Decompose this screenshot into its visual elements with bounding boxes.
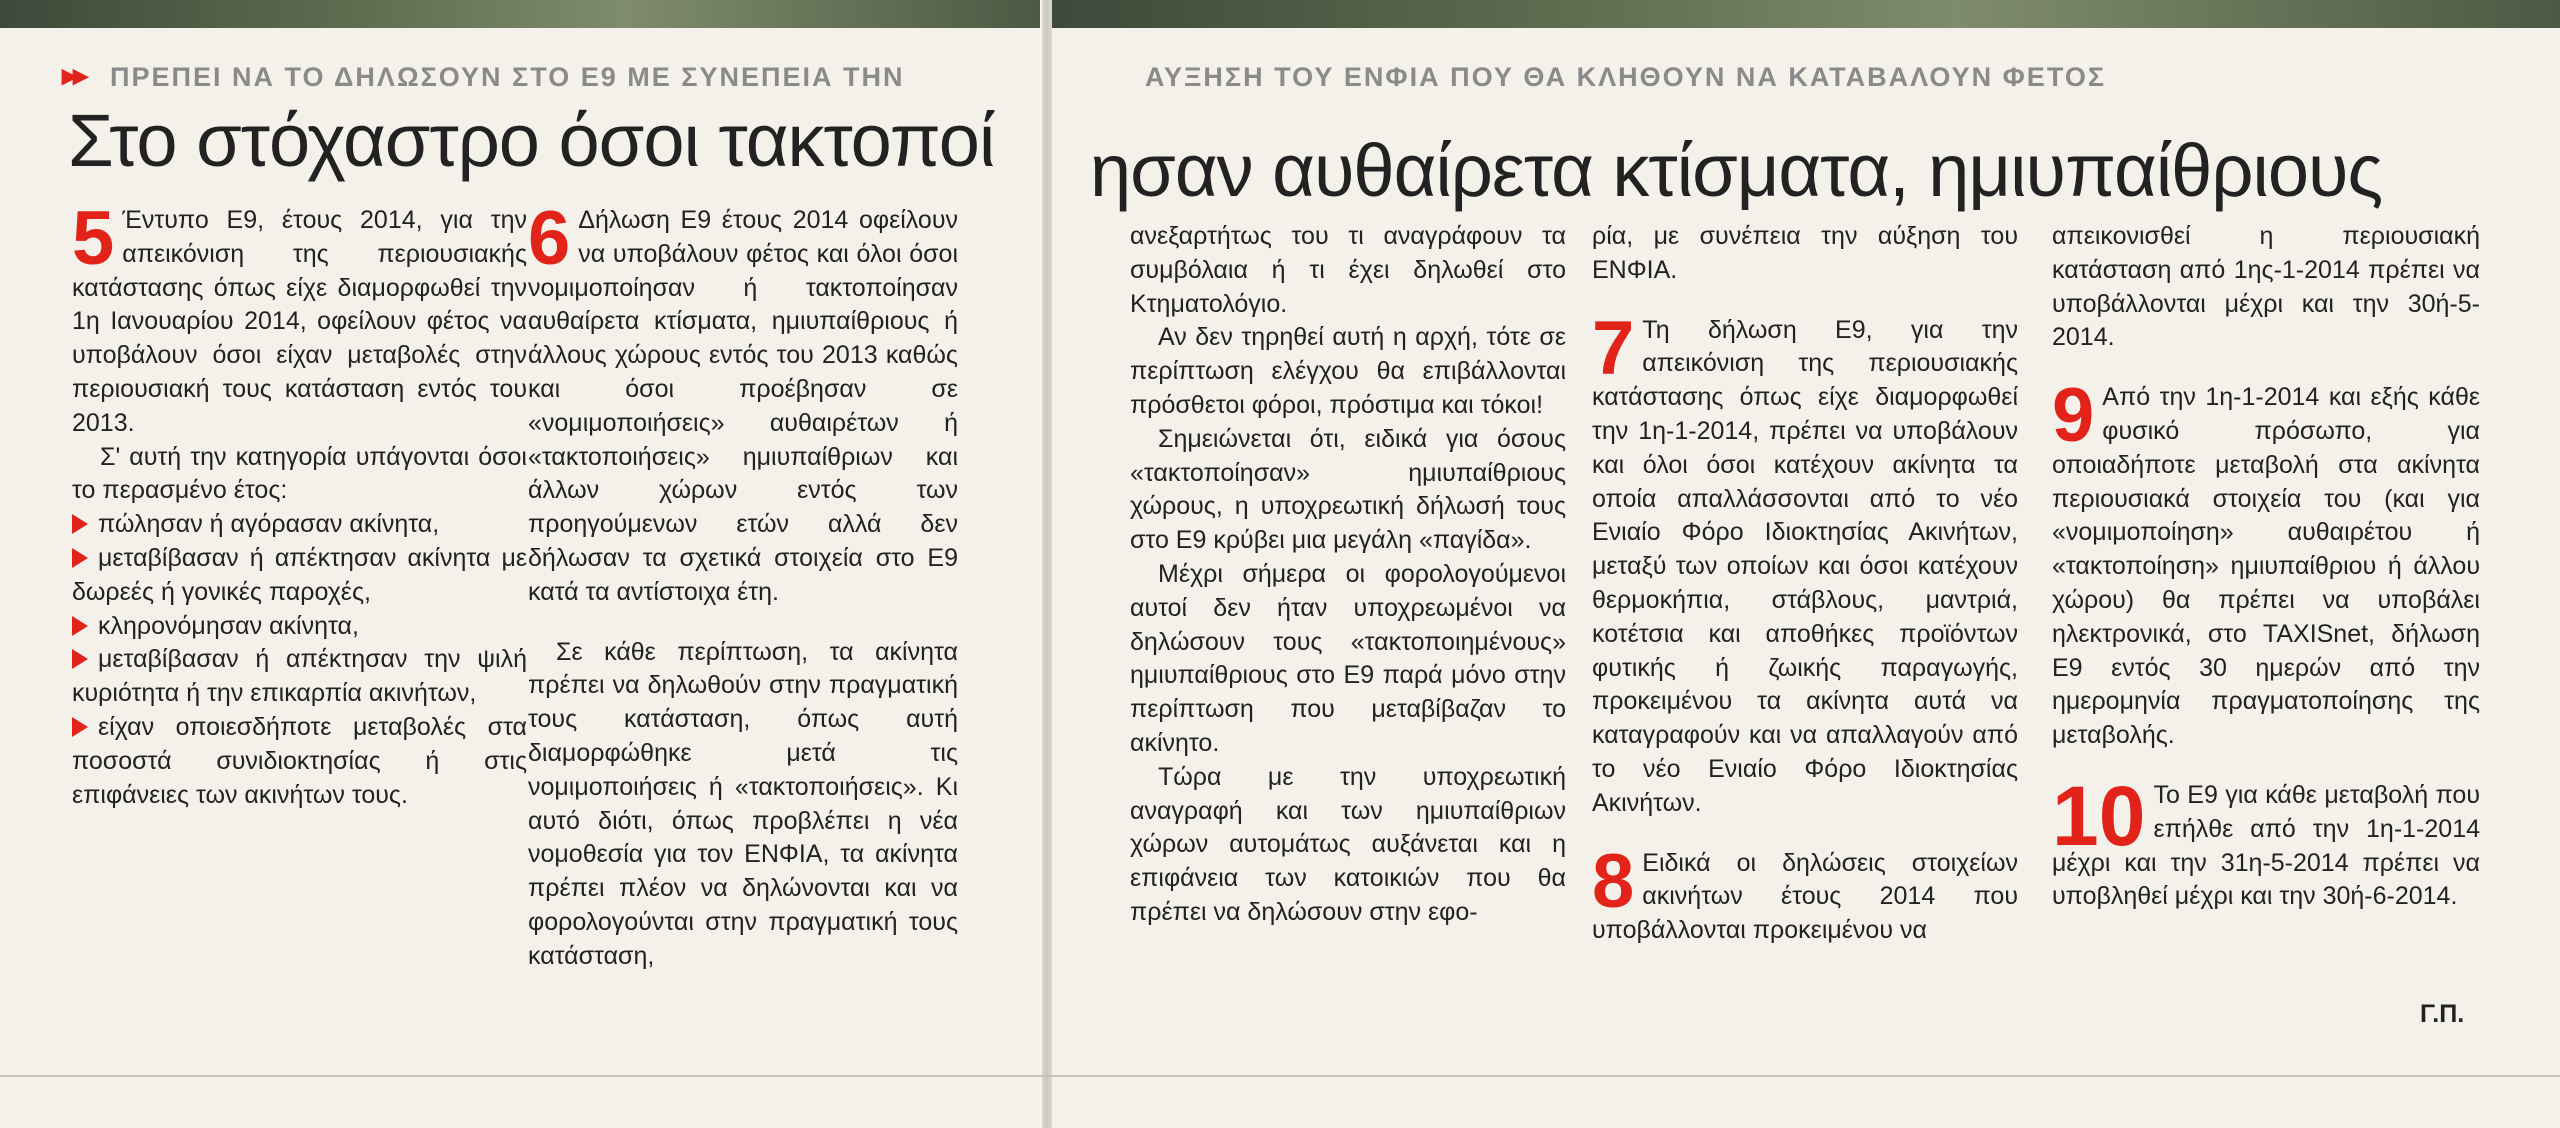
kicker-arrows-icon: ▸▸ bbox=[62, 59, 85, 92]
col3-paragraph: Σημειώνεται ότι, ειδικά για όσους «τακτοποίησαν» ημιυπαίθριους χώρους, η υποχρεωτική δήλωσή τους στο Ε9 κρύβει μια μεγάλη «παγίδα». bbox=[1130, 424, 1566, 555]
kicker-left: ΠΡΕΠΕΙ ΝΑ ΤΟ ΔΗΛΩΣΟΥΝ ΣΤΟ Ε9 ΜΕ ΣΥΝΕΠΕΙΑ ΤΗΝ bbox=[110, 62, 905, 92]
page-gutter bbox=[1042, 0, 1052, 1128]
col3-paragraph: Αν δεν τηρηθεί αυτή η αρχή, τότε σε περίπτωση ελέγχου θα επιβάλλονται πρόσθετοι φόροι, πρόστιμα και τόκοι! bbox=[1130, 323, 1566, 419]
headline-right: ησαν αυθαίρετα κτίσματα, ημιυπαίθριους bbox=[1090, 129, 2383, 212]
column-2 bbox=[528, 196, 958, 974]
bullet-item: μεταβίβασαν ή απέκτησαν ακίνητα με δωρεές ή γονικές παροχές, bbox=[72, 543, 527, 606]
item-6-text: Δήλωση Ε9 έτους 2014 οφείλουν να υποβάλουν φέτος και όλοι όσοι νομιμοποίησαν ή τακτοποίησαν αυθαίρετα κτίσματα, ημιυπαίθριους ή άλλους χώρους εντός του 2013 καθώς και όσοι προέβησαν σε «νομιμοποιήσεις» αυθαιρέτων ή «τακτοποιήσεις» ημιυπαίθριων και άλλων χώρων εντός των προηγούμενων ετών αλλά δεν δήλωσαν τα σχετικά στοιχεία στο Ε9 κατά τα αντίστοιχα έτη. bbox=[528, 206, 958, 606]
item-8 bbox=[1592, 838, 2018, 948]
item-9-text: Από την 1η-1-2014 και εξής κάθε φυσικό πρόσωπο, για οποιαδήποτε μεταβολή στα ακίνητα περιουσιακά στοιχεία του (και για «νομιμοποίηση» αυθαιρέτου ή «τακτοποίηση» ημιυπαίθριου ή άλλου χώρου) θα πρέπει να υποβάλει ηλεκτρονικά, στο TAXISnet, δήλωση Ε9 εντός 30 ημερών από την ημερομηνία πραγματοποίησης της μεταβολής. bbox=[2052, 383, 2480, 750]
red-triangle-icon bbox=[72, 717, 88, 737]
column-4 bbox=[1592, 220, 2018, 948]
bullet-item: πώλησαν ή αγόρασαν ακίνητα, bbox=[72, 508, 527, 542]
item-10 bbox=[2052, 768, 2480, 914]
item-number: 6 bbox=[528, 196, 571, 281]
red-triangle-icon bbox=[72, 514, 88, 534]
red-triangle-icon bbox=[72, 548, 88, 568]
col3-paragraph: Τώρα με την υποχρεωτική αναγραφή και των ημιυπαίθριων χώρων αυτομάτως αυξάνεται και η επιφάνεια των κατοικιών που θα πρέπει να δηλώσουν στην εφο- bbox=[1130, 762, 1566, 926]
item-number: 8 bbox=[1592, 838, 1635, 924]
item-10-text: Το Ε9 για κάθε μεταβολή που επήλθε από την 1η-1-2014 μέχρι και την 31η-5-2014 πρέπει να υποβληθεί μέχρι και την 30ή-6-2014. bbox=[2052, 780, 2480, 911]
column-5 bbox=[2052, 220, 2480, 914]
item-5 bbox=[72, 196, 527, 441]
red-triangle-icon bbox=[72, 649, 88, 669]
item-number: 7 bbox=[1592, 305, 1635, 391]
bullet-item: κληρονόμησαν ακίνητα, bbox=[72, 610, 527, 644]
headline-left: Στο στόχαστρο όσοι τακτοποί bbox=[68, 99, 995, 182]
col5-paragraph: απεικονισθεί η περιουσιακή κατάσταση από 1ης-1-2014 πρέπει να υποβάλλονται μέχρι και την 30ή-5-2014. bbox=[2052, 222, 2480, 352]
column-1 bbox=[72, 196, 527, 812]
col3-paragraph: Μέχρι σήμερα οι φορολογούμενοι αυτοί δεν ήταν υποχρεωμένοι να δηλώσουν τους «τακτοποιημένους» ημιυπαίθριους στο Ε9 παρά μόνο στην περίπτωση που μεταβίβαζαν το ακίνητο. bbox=[1130, 559, 1566, 757]
col2-paragraph: Σε κάθε περίπτωση, τα ακίνητα πρέπει να δηλωθούν στην πραγματική τους κατάσταση, όπως αυτή διαμορφώθηκε μετά τις νομιμοποιήσεις ή «τακτοποιήσεις». Κι αυτό διότι, όπως προβλέπει η νέα νομοθεσία για τον ΕΝΦΙΑ, τα ακίνητα πρέπει πλέον να δηλώνονται και να φορολογούνται στην πραγματική τους κατάσταση, bbox=[528, 637, 958, 970]
col1-intro: Σ' αυτή την κατηγορία υπάγονται όσοι το περασμένο έτος: bbox=[72, 442, 527, 505]
item-9 bbox=[2052, 373, 2480, 753]
item-8-text: Ειδικά οι δηλώσεις στοιχείων ακινήτων έτους 2014 που υποβάλλονται προκειμένου να bbox=[1592, 848, 2018, 945]
top-photo-right bbox=[1052, 0, 2560, 28]
red-triangle-icon bbox=[72, 616, 88, 636]
column-3 bbox=[1130, 220, 1566, 930]
item-number: 10 bbox=[2052, 768, 2146, 863]
item-number: 9 bbox=[2052, 373, 2095, 459]
author-signature: Γ.Π. bbox=[2420, 1000, 2465, 1028]
kicker-right: ΑΥΞΗΣΗ ΤΟΥ ΕΝΦΙΑ ΠΟΥ ΘΑ ΚΛΗΘΟΥΝ ΝΑ ΚΑΤΑΒΑΛΟΥΝ ΦΕΤΟΣ bbox=[1145, 62, 2107, 92]
item-7-text: Τη δήλωση Ε9, για την απεικόνιση της περιουσιακής κατάστασης όπως είχε διαμορφωθεί την 1η-1-2014, πρέπει να υποβάλουν και όλοι όσοι κατέχουν ακίνητα τα οποία απαλλάσσονται από το νέο Ενιαίο Φόρο Ιδιοκτησίας Ακινήτων, μεταξύ των οποίων και όσοι κατέχουν θερμοκήπια, στάβλους, μαντριά, κοτέτσια και αποθήκες προϊόντων φυτικής ή ζωικής παραγωγής, προκειμένου τα ακίνητα αυτά να καταγραφούν και να απαλλαγούν από το νέο Ενιαίο Φόρο Ιδιοκτησίας Ακινήτων. bbox=[1592, 315, 2018, 817]
bullet-item: είχαν οποιεσδήποτε μεταβολές στα ποσοστά συνιδιοκτησίας ή στις επιφάνειες των ακινήτων τους. bbox=[72, 712, 527, 809]
bullet-item: μεταβίβασαν ή απέκτησαν την ψιλή κυριότητα ή την επικαρπία ακινήτων, bbox=[72, 645, 527, 708]
item-5-text: Έντυπο Ε9, έτους 2014, για την απεικόνιση της περιουσιακής κατάστασης όπως είχε διαμορφωθεί την 1η Ιανουαρίου 2014, οφείλουν φέτος να υποβάλουν όσοι είχαν μεταβολές στην περιουσιακή τους κατάσταση εντός του 2013. bbox=[72, 206, 527, 437]
top-photo-left bbox=[0, 0, 1040, 28]
col4-paragraph: ρία, με συνέπεια την αύξηση του ΕΝΦΙΑ. bbox=[1592, 222, 2018, 284]
col3-paragraph: ανεξαρτήτως του τι αναγράφουν τα συμβόλαια ή τι έχει δηλωθεί στο Κτηματολόγιο. bbox=[1130, 222, 1566, 318]
item-6 bbox=[528, 196, 958, 610]
page-bottom-line bbox=[0, 1075, 2560, 1077]
item-7 bbox=[1592, 305, 2018, 821]
item-number: 5 bbox=[72, 196, 115, 281]
